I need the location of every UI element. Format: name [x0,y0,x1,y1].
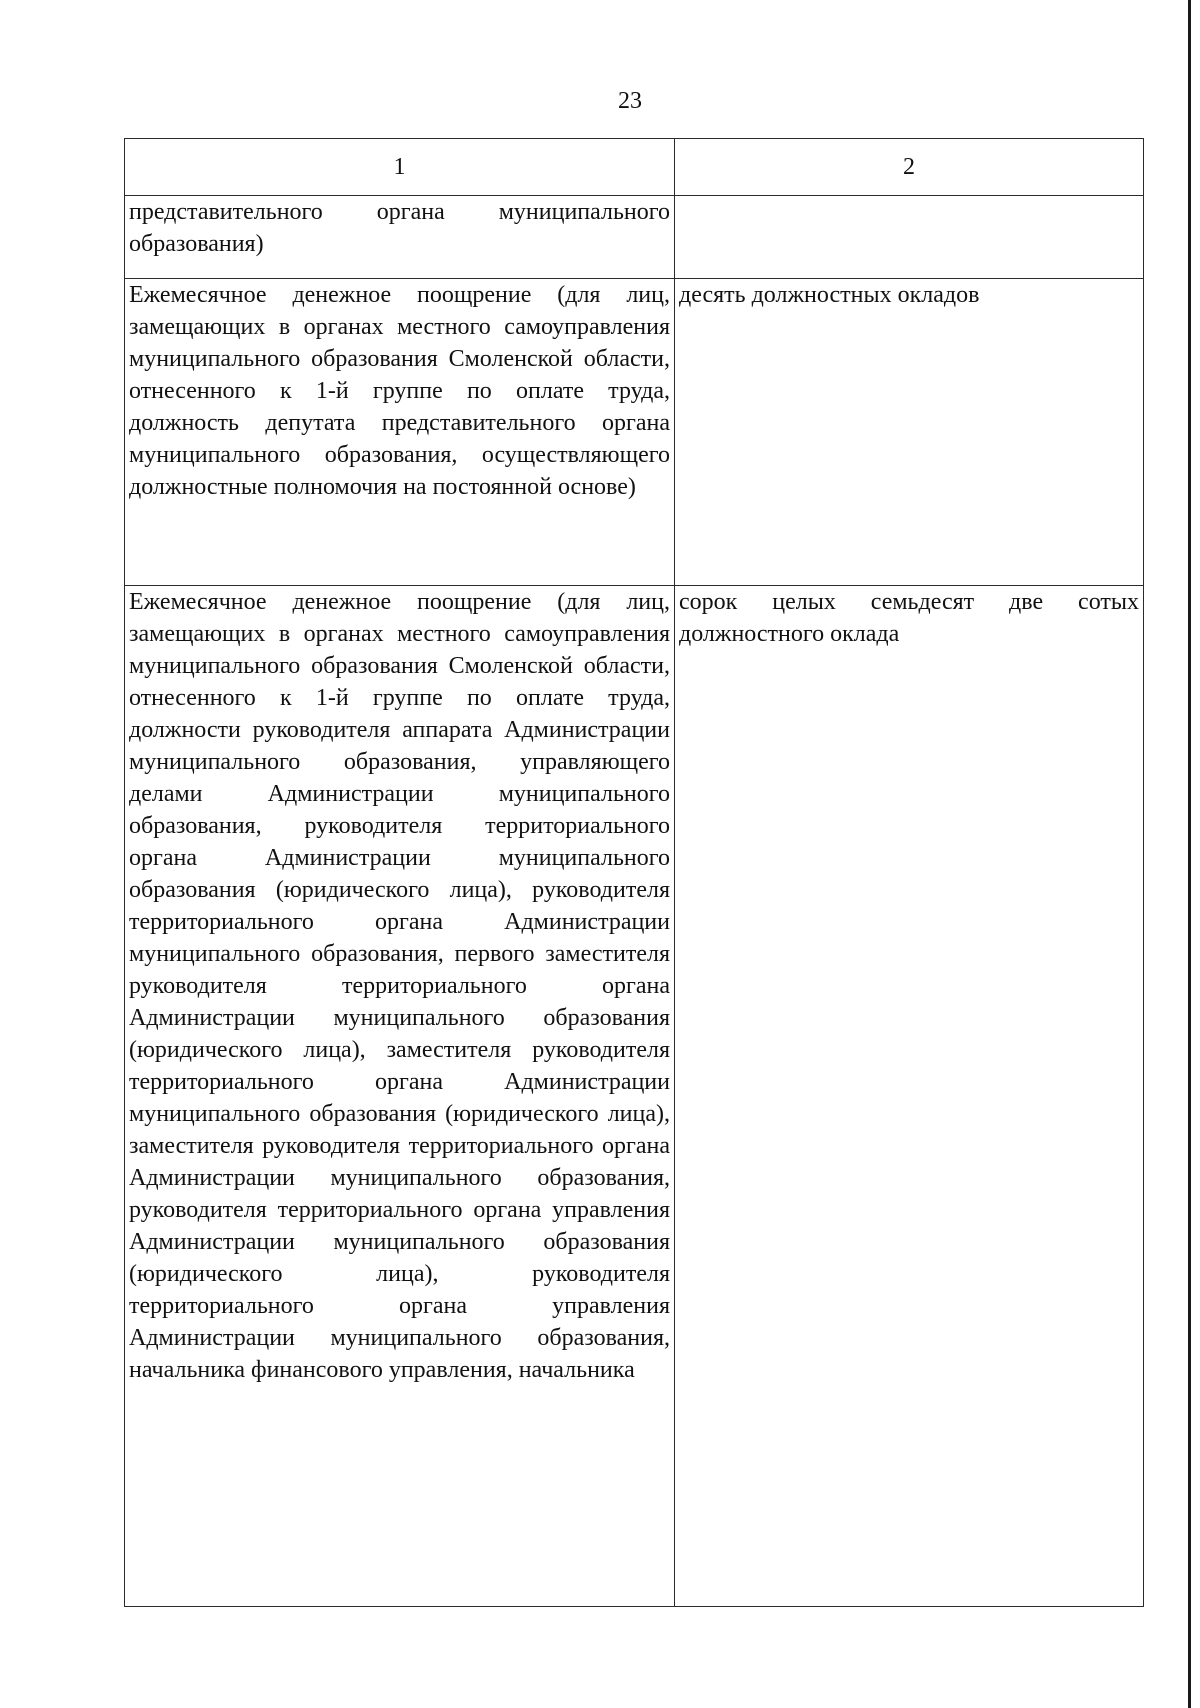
row-2-value: десять должностных окладов [675,279,1144,586]
table-row [125,196,1144,279]
row-3-value: сорок целых семьдесят две сотых должностного оклада [675,586,1144,1607]
column-number-2: 2 [675,139,1144,196]
table-header-row [125,139,1144,196]
row-1-value [675,196,1144,279]
page-number: 23 [618,88,642,114]
table-row [125,279,1144,586]
row-2-description: Ежемесячное денежное поощрение (для лиц, замещающих в органах местного самоуправления муниципального образования Смоленской области, отнесенного к 1-й группе по оплате труда, должность депутата представительного органа муниципального образования, осуществляющего должностные полномочия на постоянной основе) [125,279,675,586]
page-edge-line [1188,0,1191,1708]
table-row [125,586,1144,1607]
document-table [124,138,1144,1607]
row-3-description: Ежемесячное денежное поощрение (для лиц, замещающих в органах местного самоуправления муниципального образования Смоленской области, отнесенного к 1-й группе по оплате труда, должности руководителя аппарата Администрации муниципального образования, управляющего делами Администрации муниципального образования, руководителя территориального органа Администрации муниципального образования (юридического лица), руководителя территориального органа Администрации муниципального образования, первого заместителя руководителя территориального органа Администрации муниципального образования (юридического лица), заместителя руководителя территориального органа Администрации муниципального образования (юридического лица), заместителя руководителя территориального органа Администрации муниципального образования, руководителя территориального органа управления Администрации муниципального образования (юридического лица), руководителя территориального органа управления Администрации муниципального образования, начальника финансового управления, начальника [125,586,675,1607]
column-number-1: 1 [125,139,675,196]
row-1-description: представительного органа муниципального образования) [125,196,675,279]
